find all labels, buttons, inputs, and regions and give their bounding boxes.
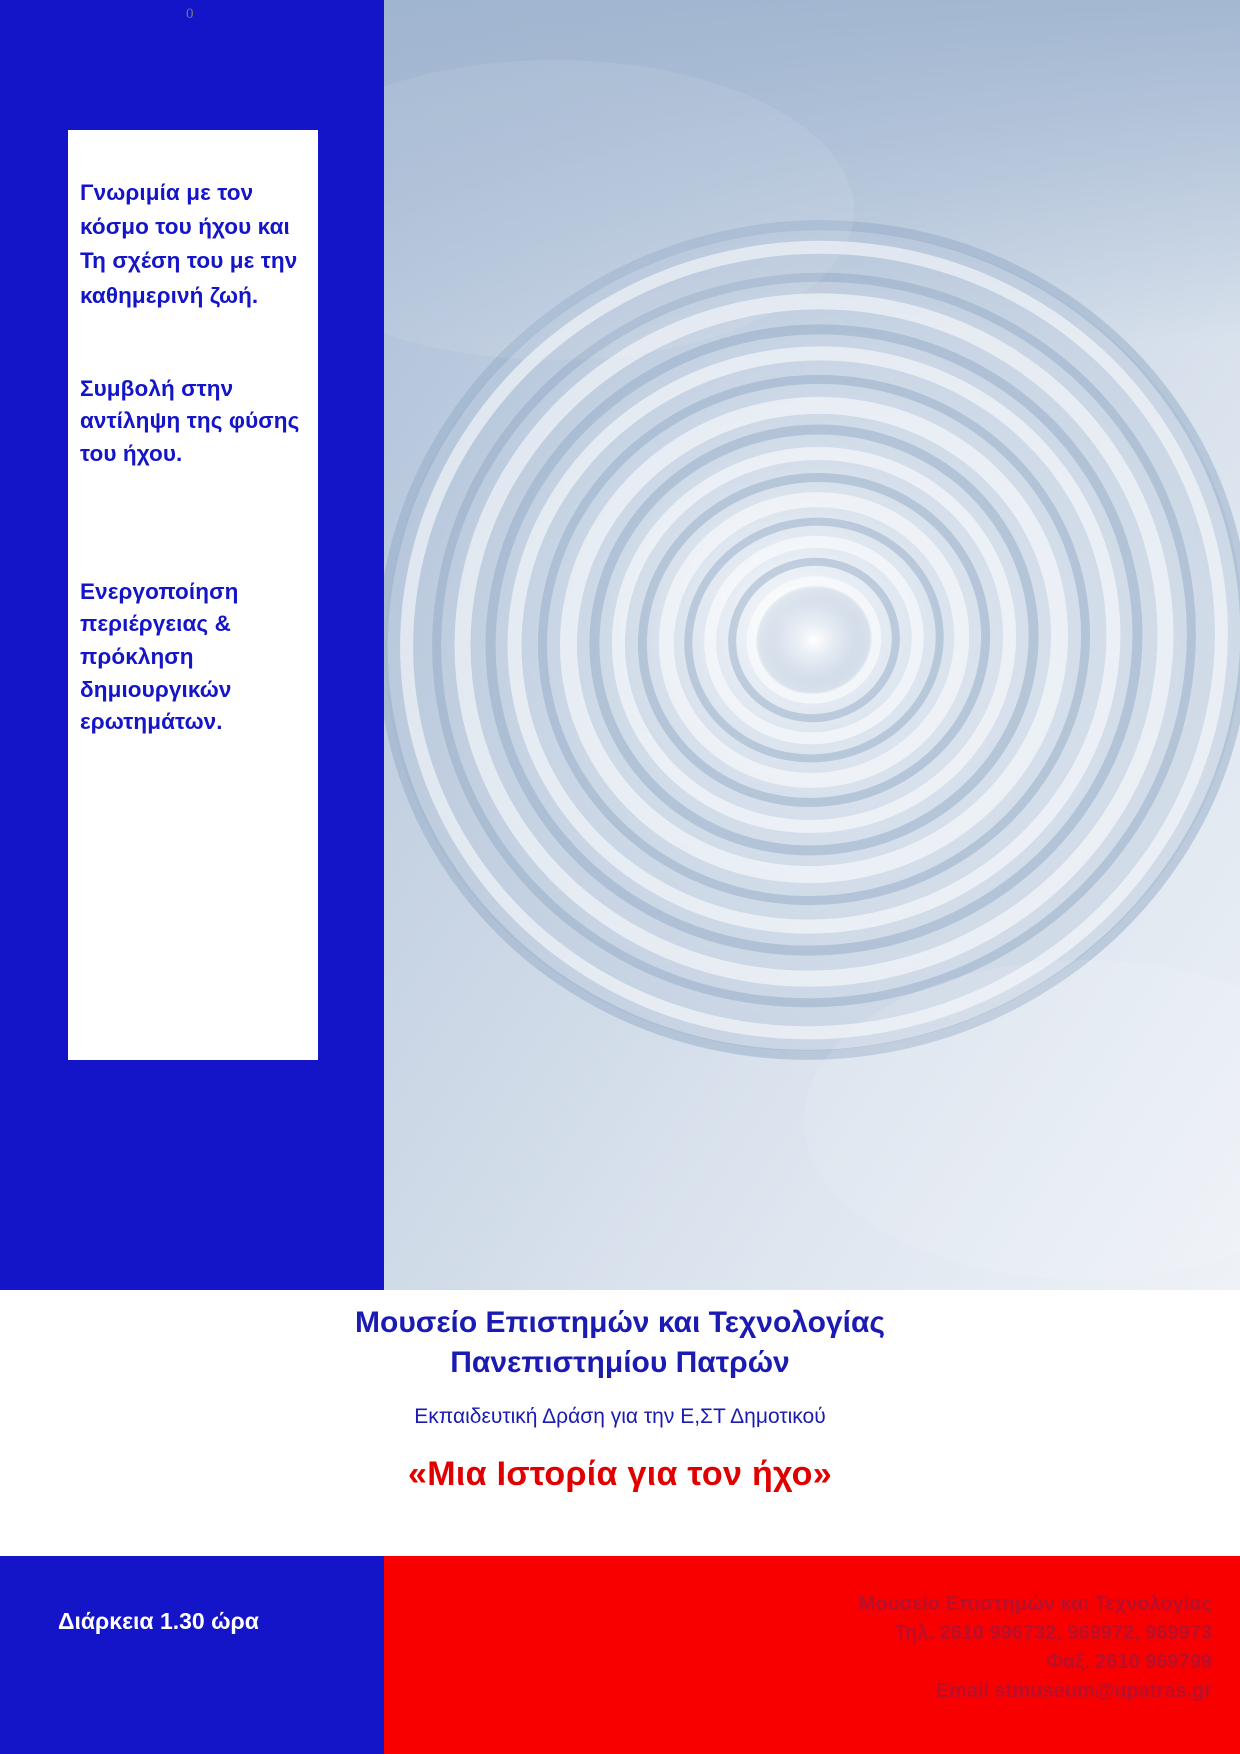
event-headline: «Μια Ιστορία για τον ήχο»: [408, 1454, 832, 1493]
contact-phone: Τηλ. 2610 996732, 969972, 969973: [894, 1622, 1212, 1644]
intro-paragraph-2: Συμβολή στην αντίληψη της φύσης του ήχου.: [80, 375, 300, 466]
event-subtitle: Εκπαιδευτική Δράση για την Ε,ΣΤ Δημοτικού: [414, 1404, 826, 1428]
title-block: [0, 1290, 1240, 1556]
water-ripple-image: [384, 0, 1240, 1290]
museum-name-line-2: Πανεπιστημίου Πατρών: [450, 1346, 790, 1380]
contact-email: Email stmuseum@upatras.gr: [935, 1680, 1212, 1702]
stray-character: 0: [186, 6, 194, 22]
footer-bar: [0, 1556, 1240, 1754]
duration-label: Διάρκεια 1.30 ώρα: [58, 1608, 259, 1634]
intro-paragraph-3: Ενεργοποίηση περιέργειας & πρόκληση δημιουργικών ερωτημάτων.: [80, 578, 239, 735]
contact-fax: Φαξ. 2610 969799: [1046, 1651, 1212, 1673]
intro-text-box: [68, 130, 318, 1060]
contact-museum-name: Μουσείο Επιστημών και Τεχνολογίας: [858, 1593, 1212, 1615]
museum-name-line-1: Μουσείο Επιστημών και Τεχνολογίας: [355, 1306, 885, 1339]
contact-block: [859, 1590, 1212, 1706]
footer-blue-panel: [0, 1556, 384, 1754]
intro-paragraph-1: Γνωριμία με τον κόσμο του ήχου και Τη σχέση του με την καθημερινή ζωή.: [80, 180, 298, 308]
